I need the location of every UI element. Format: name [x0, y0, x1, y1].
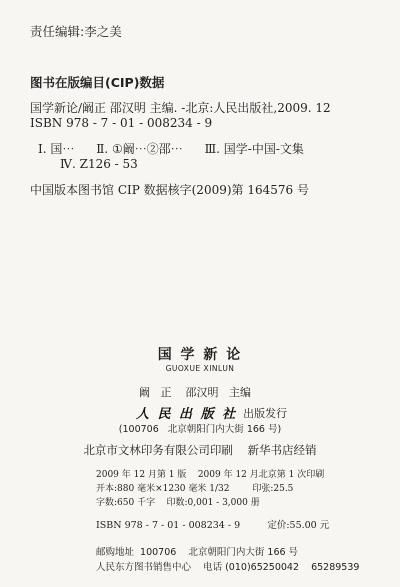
publisher-label: 出版发行 [243, 406, 288, 420]
classification-item-2: Ⅱ. ①阚⋯②邵⋯ [96, 142, 183, 156]
spec-edition: 2009 年 12 月第 1 版 2009 年 12 月北京第 1 次印刷 [96, 470, 325, 480]
isbn-price: ISBN 978 - 7 - 01 - 008234 - 9 定价:55.00 元 [96, 520, 330, 531]
publisher-row [136, 403, 287, 422]
cip-line-1: 国学新论/阚正 邵汉明 主编. -北京:人民出版社,2009. 12 [30, 101, 331, 115]
printer-line: 北京市文林印务有限公司印刷 新华书店经销 [83, 443, 317, 457]
publisher-address: (100706 北京朝阳门内大街 166 号) [118, 424, 282, 435]
cip-core-number: 中国版本图书馆 CIP 数据核字(2009)第 164576 号 [30, 183, 309, 197]
book-title-pinyin: GUOXUE XINLUN [165, 364, 235, 373]
spec-format: 开本:880 毫米×1230 毫米 1/32 印张:25.5 [96, 484, 294, 494]
classification-item-3: Ⅲ. 国学-中国-文集 [204, 142, 304, 156]
cip-classification [38, 140, 304, 157]
cip-heading: 图书在版编目(CIP)数据 [30, 75, 165, 90]
cip-classification-2: Ⅳ. Z126 - 53 [60, 157, 138, 171]
cip-line-2: ISBN 978 - 7 - 01 - 008234 - 9 [30, 116, 213, 130]
authors: 阚 正 邵汉明 主编 [139, 386, 251, 399]
spec-wordcount: 字数:650 千字 印数:0,001 - 3,000 册 [96, 498, 260, 508]
mail-order-address: 邮购地址 100706 北京朝阳门内大街 166 号 [96, 547, 299, 558]
sales-center-phone: 人民东方图书销售中心 电话 (010)65250042 65289539 [96, 562, 360, 573]
classification-item-1: Ⅰ. 国⋯ [38, 142, 75, 156]
book-title: 国 学 新 论 [157, 347, 243, 363]
publisher-logo: 人 民 出 版 社 [136, 407, 238, 422]
responsible-editor: 责任编辑:李之美 [30, 24, 122, 39]
